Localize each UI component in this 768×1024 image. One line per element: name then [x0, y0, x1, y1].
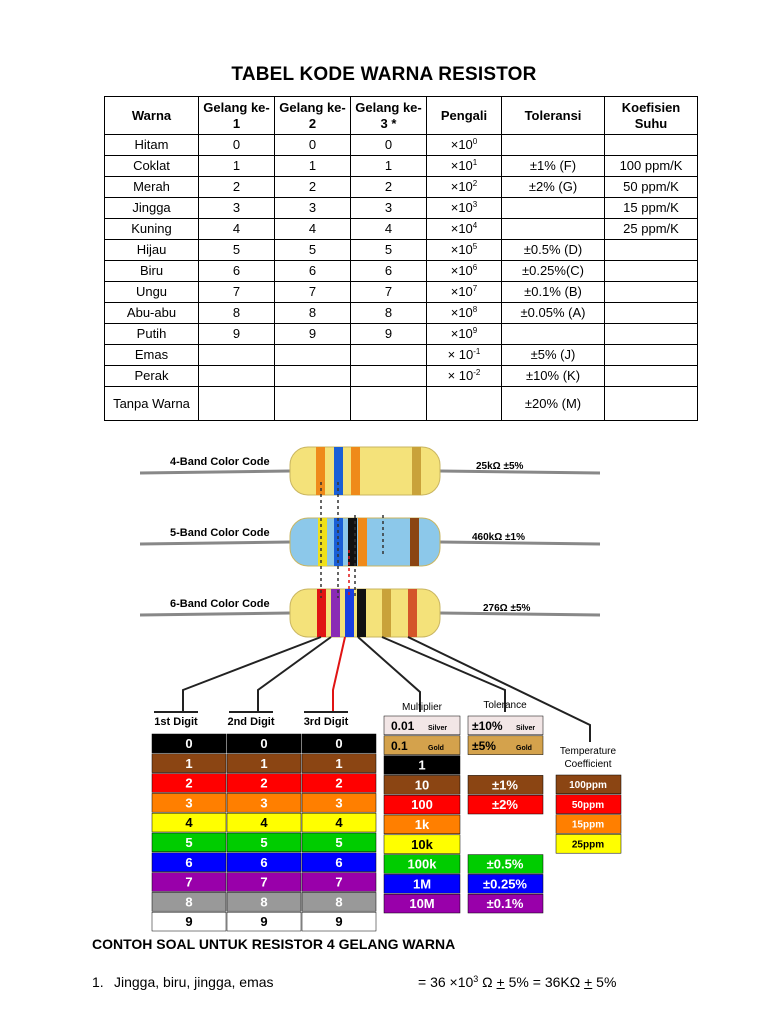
tolerance-cell-label: ±0.25%	[483, 876, 527, 892]
band-digit-cell: 4	[199, 219, 275, 240]
digit-cell-label: 2	[260, 775, 268, 791]
band-digit-cell: 2	[275, 177, 351, 198]
color-name-cell: Hitam	[105, 135, 199, 156]
band-digit-cell: 3	[275, 198, 351, 219]
band-digit-cell: 1	[351, 156, 427, 177]
band-digit-cell: 1	[199, 156, 275, 177]
resistor-label: 6-Band Color Code	[170, 598, 270, 610]
color-name-cell: Merah	[105, 177, 199, 198]
digit-cell-label: 2	[335, 775, 343, 791]
band-digit-cell: 3	[199, 198, 275, 219]
resistor-label: 4-Band Color Code	[170, 456, 270, 468]
color-name-cell: Abu-abu	[105, 303, 199, 324]
tolerance-cell-label: ±0.5%	[486, 856, 524, 872]
band-digit-cell: 6	[351, 261, 427, 282]
resistor-lead-left	[140, 471, 290, 473]
multiplier-cell-label: 1M	[412, 876, 432, 892]
digit-cell-label: 5	[260, 835, 268, 850]
resistor-band	[345, 589, 354, 637]
tolerance-cell: ±2% (G)	[502, 177, 605, 198]
resistor-value: 460kΩ ±1%	[472, 532, 525, 543]
temperature-column-header: Coefficient	[564, 759, 612, 770]
color-name-cell: Putih	[105, 324, 199, 345]
band-digit-cell: 2	[199, 177, 275, 198]
digit-cell-label: 3	[335, 795, 343, 811]
color-name-cell: Emas	[105, 345, 199, 366]
resistor-band	[318, 518, 327, 566]
digit-cell-label: 9	[185, 914, 193, 930]
tolerance-cell-sublabel: Gold	[516, 744, 532, 752]
temperature-column-header: Temperature	[559, 746, 617, 757]
resistor-lead-left	[140, 613, 290, 615]
digit-column-header: 1st Digit	[154, 716, 198, 728]
multiplier-cell-label: 0.1	[391, 738, 408, 753]
digit-cell-label: 2	[185, 775, 193, 791]
multiplier-cell: × $10^{-2}$	[427, 366, 502, 387]
digit-cell-label: 6	[260, 854, 268, 870]
multiplier-cell: $\times 10^9$	[427, 324, 502, 345]
band-connector-line	[358, 637, 420, 712]
multiplier-cell-label: 1	[418, 757, 426, 773]
tolerance-cell-label: ±2%	[492, 797, 518, 813]
tolerance-cell-label: ±10%	[472, 719, 503, 733]
band-connector-line	[258, 637, 331, 712]
example-heading: CONTOH SOAL UNTUK RESISTOR 4 GELANG WARNA	[92, 936, 456, 952]
band-digit-cell: 9	[275, 324, 351, 345]
tolerance-cell-sublabel: Silver	[516, 725, 536, 732]
resistor-label: 5-Band Color Code	[170, 527, 270, 539]
digit-cell-label: 6	[185, 854, 193, 870]
digit-cell-label: 8	[335, 894, 343, 910]
resistor-band	[358, 518, 367, 566]
color-name-cell: Ungu	[105, 282, 199, 303]
tolerance-cell: ±0.25%(C)	[502, 261, 605, 282]
band-digit-cell: 5	[351, 240, 427, 261]
digit-cell-label: 9	[335, 914, 343, 930]
tolerance-cell-label: ±1%	[492, 777, 518, 793]
band-digit-cell: 8	[199, 303, 275, 324]
band-digit-cell: 6	[199, 261, 275, 282]
tolerance-cell: ±0.05% (A)	[502, 303, 605, 324]
digit-cell-label: 6	[335, 854, 343, 870]
resistor-value: 276Ω ±5%	[483, 603, 531, 614]
resistor-band	[382, 589, 391, 637]
digit-cell-label: 7	[260, 874, 268, 890]
temp-coefficient-label: 25ppm	[571, 839, 605, 851]
resistor-band	[357, 589, 366, 637]
tolerance-cell: ±0.1% (B)	[502, 282, 605, 303]
color-name-cell: Biru	[105, 261, 199, 282]
multiplier-cell: $\times 10^4$	[427, 219, 502, 240]
digit-cell-label: 0	[185, 736, 193, 751]
multiplier-cell-label: 100k	[407, 856, 437, 872]
color-name-cell: Coklat	[105, 156, 199, 177]
tolerance-column-header: Tolerance	[483, 700, 527, 711]
table-header-cell: Warna	[105, 97, 199, 135]
multiplier-cell: $\times 10^5$	[427, 240, 502, 261]
band-digit-cell: 6	[275, 261, 351, 282]
digit-cell-label: 8	[185, 894, 193, 910]
tolerance-cell: ±0.5% (D)	[502, 240, 605, 261]
digit-column-header: 2nd Digit	[227, 716, 275, 728]
band-digit-cell: 9	[199, 324, 275, 345]
band-digit-cell: 1	[275, 156, 351, 177]
tolerance-cell-label: ±5%	[472, 738, 496, 753]
table-header-cell: Pengali	[427, 97, 502, 135]
color-name-cell: Tanpa Warna	[105, 387, 199, 421]
multiplier-cell: $\times 10^2$	[427, 177, 502, 198]
temp-coefficient-label: 50ppm	[571, 799, 605, 811]
temp-coefficient-label: 15ppm	[571, 819, 605, 831]
multiplier-cell: $\times 10^1$	[427, 156, 502, 177]
digit-cell-label: 7	[335, 874, 343, 890]
resistor-band	[408, 589, 417, 637]
multiplier-cell: $\times 10^6$	[427, 261, 502, 282]
tolerance-cell: ±20% (M)	[502, 387, 605, 421]
resistor-band	[410, 518, 419, 566]
color-name-cell: Hijau	[105, 240, 199, 261]
multiplier-cell-label: 10	[414, 777, 430, 793]
temp-coefficient-cell: 15 ppm/K	[605, 198, 698, 219]
band-digit-cell: 8	[275, 303, 351, 324]
resistor-value: 25kΩ ±5%	[476, 461, 524, 472]
band-connector-line	[333, 637, 345, 712]
digit-cell-label: 1	[185, 755, 193, 771]
temp-coefficient-cell: 50 ppm/K	[605, 177, 698, 198]
band-digit-cell: 7	[199, 282, 275, 303]
band-digit-cell: 0	[199, 135, 275, 156]
tolerance-cell: ±10% (K)	[502, 366, 605, 387]
color-name-cell: Kuning	[105, 219, 199, 240]
digit-cell-label: 4	[185, 815, 193, 831]
digit-cell-label: 8	[260, 894, 268, 910]
band-digit-cell: 2	[351, 177, 427, 198]
digit-cell-label: 0	[260, 736, 268, 751]
digit-cell-label: 4	[335, 815, 343, 831]
temp-coefficient-cell: 100 ppm/K	[605, 156, 698, 177]
band-connector-line	[183, 637, 321, 712]
table-header-cell: Gelang ke-2	[275, 97, 351, 135]
color-name-cell: Jingga	[105, 198, 199, 219]
band-digit-cell: 7	[275, 282, 351, 303]
example-result: = $36 \times 10^3$ Ω + 5% = 36KΩ + 5%	[418, 974, 617, 990]
digit-cell-label: 9	[260, 914, 268, 930]
resistor-lead-left	[140, 542, 290, 544]
digit-cell-label: 0	[335, 736, 343, 751]
band-digit-cell: 4	[351, 219, 427, 240]
resistor-band	[412, 447, 421, 495]
band-digit-cell: 3	[351, 198, 427, 219]
table-header-cell: Koefisien Suhu	[605, 97, 698, 135]
multiplier-cell: $\times 10^3$	[427, 198, 502, 219]
multiplier-cell-label: 1k	[414, 817, 430, 832]
digit-cell-label: 4	[260, 815, 268, 831]
digit-cell-label: 5	[335, 835, 343, 850]
digit-cell-label: 7	[185, 874, 193, 890]
example-number: 1.	[92, 974, 104, 990]
temp-coefficient-cell: 25 ppm/K	[605, 219, 698, 240]
digit-cell-label: 1	[260, 755, 268, 771]
digit-cell-label: 1	[335, 755, 343, 771]
band-digit-cell: 4	[275, 219, 351, 240]
band-digit-cell: 7	[351, 282, 427, 303]
tolerance-cell-label: ±0.1%	[486, 896, 524, 912]
tolerance-cell: ±1% (F)	[502, 156, 605, 177]
resistor-band	[334, 447, 343, 495]
temp-coefficient-label: 100ppm	[569, 780, 607, 791]
band-digit-cell: 5	[199, 240, 275, 261]
tolerance-cell: ±5% (J)	[502, 345, 605, 366]
digit-column-header: 3rd Digit	[303, 716, 349, 728]
resistor-band	[351, 447, 360, 495]
multiplier-cell-label: 10M	[409, 896, 435, 912]
table-header-cell: Gelang ke-3 *	[351, 97, 427, 135]
multiplier-cell-label: 0.01	[391, 719, 415, 733]
digit-cell-label: 5	[185, 835, 193, 850]
multiplier-cell-sublabel: Gold	[428, 744, 444, 752]
multiplier-column-header: Multiplier	[401, 702, 443, 713]
multiplier-cell-label: 10k	[411, 836, 433, 852]
table-header-cell: Gelang ke-1	[199, 97, 275, 135]
band-digit-cell: 5	[275, 240, 351, 261]
band-digit-cell: 9	[351, 324, 427, 345]
band-digit-cell: 8	[351, 303, 427, 324]
multiplier-cell: × $10^{-1}$	[427, 345, 502, 366]
band-digit-cell: 0	[275, 135, 351, 156]
page-title: TABEL KODE WARNA RESISTOR	[231, 64, 537, 85]
multiplier-cell-label: 100	[411, 797, 433, 813]
band-digit-cell: 0	[351, 135, 427, 156]
example-description: Jingga, biru, jingga, emas	[114, 974, 274, 990]
table-header-cell: Toleransi	[502, 97, 605, 135]
resistor-band	[316, 447, 325, 495]
multiplier-cell: $\times 10^8$	[427, 303, 502, 324]
multiplier-cell-sublabel: Silver	[428, 725, 448, 732]
digit-cell-label: 3	[260, 795, 268, 811]
multiplier-cell: $\times 10^0$	[427, 135, 502, 156]
color-name-cell: Perak	[105, 366, 199, 387]
multiplier-cell: $\times 10^7$	[427, 282, 502, 303]
digit-cell-label: 3	[185, 795, 193, 811]
